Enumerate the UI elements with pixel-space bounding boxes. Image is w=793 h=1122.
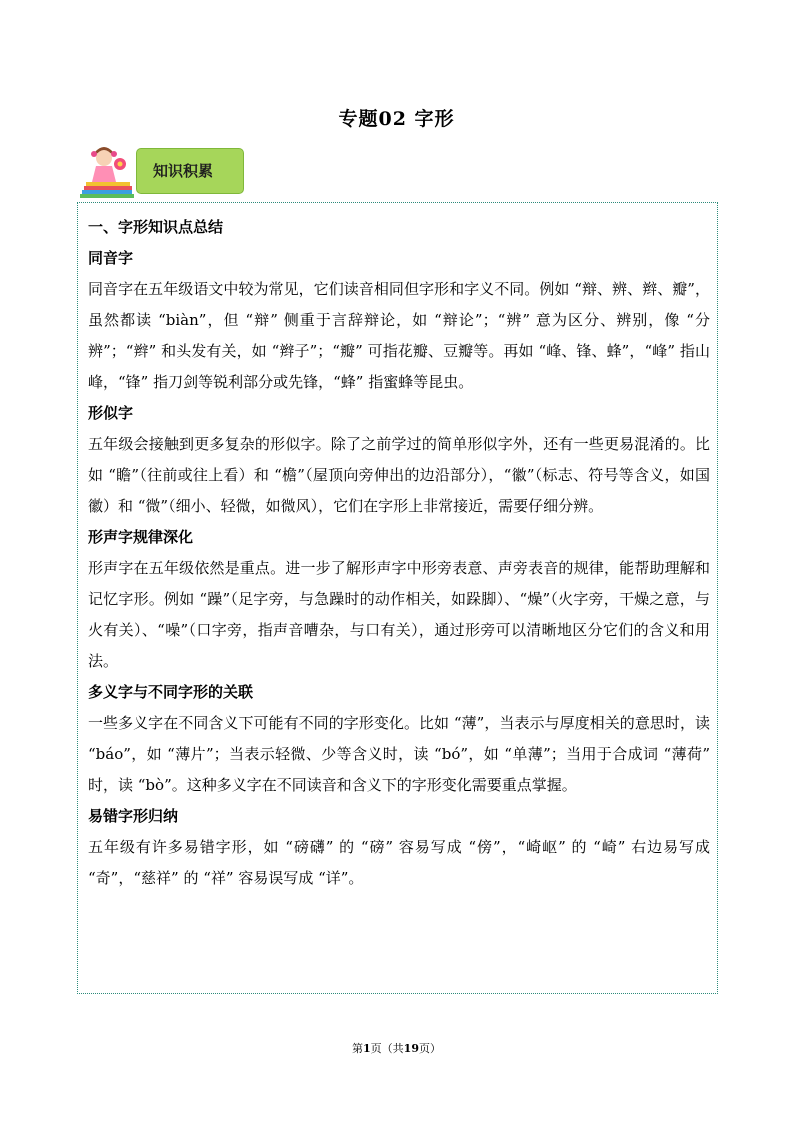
footer-suffix: 页） (418, 1042, 441, 1055)
section-heading: 多义字与不同字形的关联 (88, 683, 254, 701)
page-title: 专题02 字形 (338, 108, 455, 130)
girl-on-books-illustration (78, 146, 138, 198)
footer-prefix: 第 (352, 1042, 364, 1055)
section-heading: 易错字形归纳 (88, 807, 179, 825)
section-paragraph: 五年级有许多易错字形，如 “磅礴” 的 “磅” 容易写成 “傍”，“崎岖” 的 “崎” 右边易写成 “奇”，“慈祥” 的 “祥” 容易误写成 “详”。 (88, 838, 710, 887)
section-paragraph: 一些多义字在不同含义下可能有不同的字形变化。比如 “薄”，当表示与厚度相关的意思时，读 “báo”，如 “薄片”；当表示轻微、少等含义时，读 “bó”，如 “单薄”；当用于合成词 “薄荷” 时，读 “bò”。这种多义字在不同读音和含义下的字形变化需要重点掌握。 (88, 714, 710, 794)
section-paragraph: 同音字在五年级语文中较为常见，它们读音相同但字形和字义不同。例如 “辩、辨、辫、瓣”，虽然都读 “biàn”，但 “辩” 侧重于言辞辩论，如 “辩论”；“辨” 意为区分、辨别，像 “分辨”；“辫” 和头发有关，如 “辫子”；“瓣” 可指花瓣、豆瓣等。再如 “峰、锋、蜂”，“峰” 指山峰，“锋” 指刀剑等锐利部分或先锋，“蜂” 指蜜蜂等昆虫。 (88, 280, 710, 391)
footer-total-pages: 19 (403, 1042, 419, 1055)
page-footer (0, 1040, 793, 1056)
section-heading: 一、字形知识点总结 (88, 218, 224, 236)
section-heading: 形似字 (88, 404, 134, 422)
section-paragraph: 形声字在五年级依然是重点。进一步了解形声字中形旁表意、声旁表音的规律，能帮助理解和记忆字形。例如 “躁”（足字旁，与急躁时的动作相关，如跺脚）、“燥”（火字旁，干燥之意，与火有关）、“噪”（口字旁，指声音嘈杂，与口有关），通过形旁可以清晰地区分它们的含义和用法。 (88, 559, 710, 670)
knowledge-badge (136, 148, 244, 194)
section-heading: 同音字 (88, 249, 134, 267)
section-heading: 形声字规律深化 (88, 528, 194, 546)
badge-label: 知识积累 (153, 162, 214, 180)
content-area (88, 212, 710, 894)
footer-middle: 页（共 (370, 1042, 404, 1055)
footer-page-number: 1 (363, 1042, 371, 1055)
section-paragraph: 五年级会接触到更多复杂的形似字。除了之前学过的简单形似字外，还有一些更易混淆的。比如 “瞻”（往前或往上看）和 “檐”（屋顶向旁伸出的边沿部分），“徽”（标志、符号等含义，如国徽）和 “微”（细小、轻微，如微风），它们在字形上非常接近，需要仔细分辨。 (88, 435, 710, 515)
